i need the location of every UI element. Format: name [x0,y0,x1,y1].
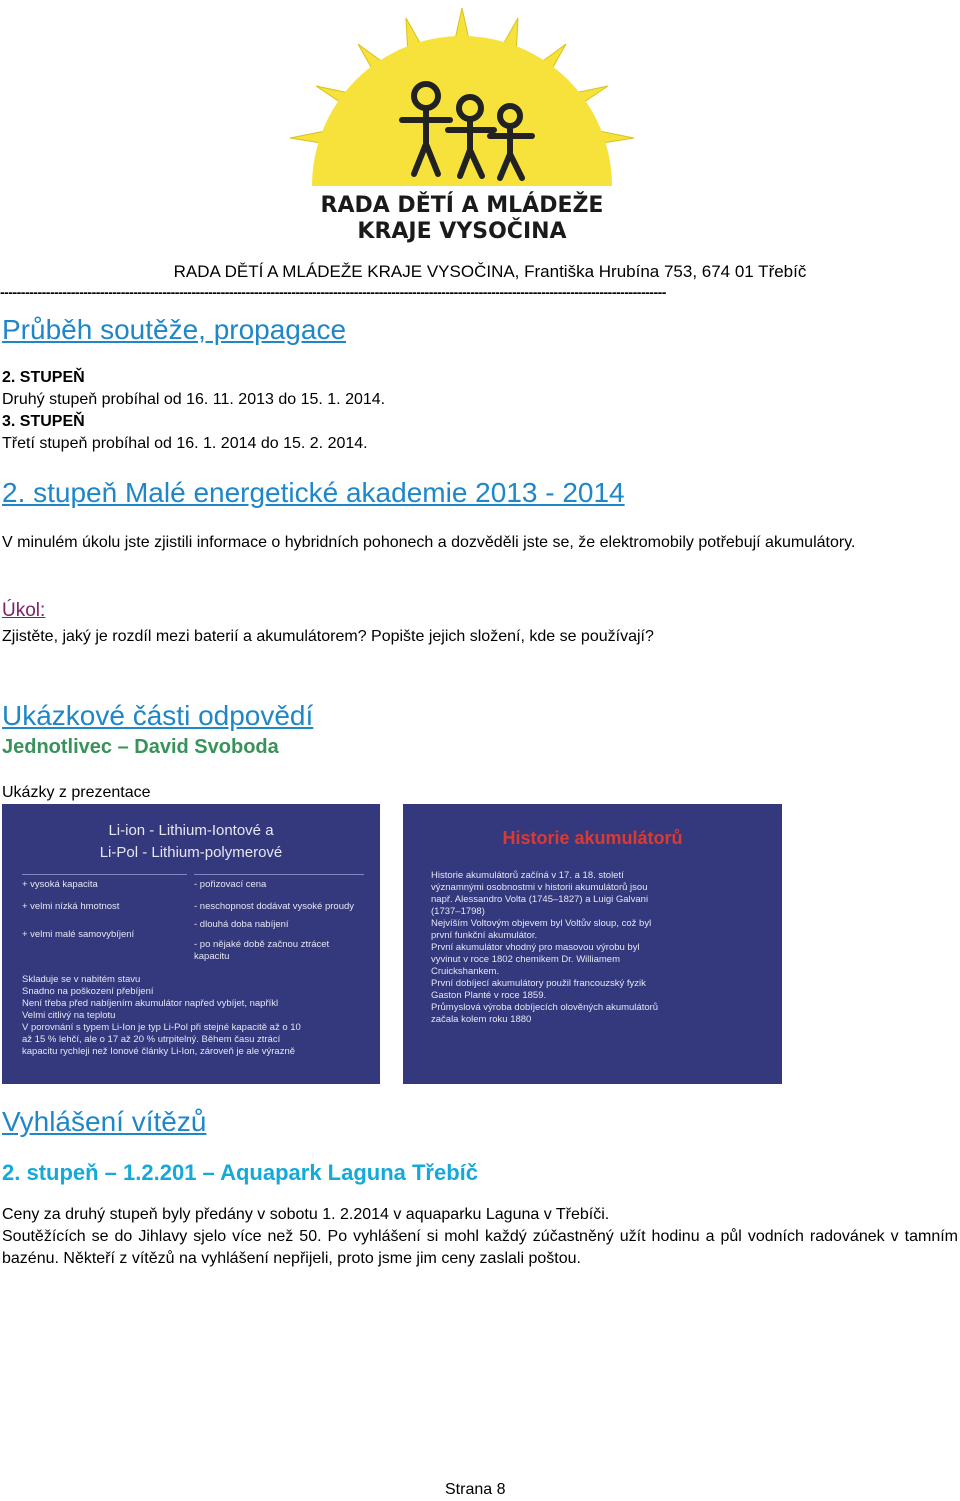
slide1-con-item: - neschopnost dodávat vysoké proudy [194,901,355,912]
slide1-con-item: - pořizovací cena [194,879,267,890]
page-number: Strana 8 [445,1481,506,1498]
presentation-slide-history [403,804,782,1084]
slide2-item: První dobíjecí akumulátory použil francouzský fyzik [431,978,646,989]
slide1-note-item: až 15 % lehčí, ale o 17 až 20 % utrpitelný. Během času ztrácí [22,1034,281,1045]
stage2-text: Druhý stupeň probíhal od 16. 11. 2013 do 15. 1. 2014. [2,391,386,408]
header-address: RADA DĚTÍ A MLÁDEŽE KRAJE VYSOČINA, Františka Hrubína 753, 674 01 Třebíč [173,262,807,281]
slide2-item: (1737–1798) [431,906,485,917]
slide1-cons-list [194,874,364,963]
task-label: Úkol: [2,600,46,621]
slide1-title-line1: Li-ion - Lithium-Iontové a [108,822,274,839]
organization-logo [276,4,648,256]
stage3-heading: 3. STUPEŇ [2,413,85,430]
slide1-note-item: V porovnání s typem Li-Ion je typ Li-Pol při stejné kapacitě až o 10 [22,1022,301,1033]
section-title-progress: Průběh soutěže, propagace [2,314,347,345]
winners-event-subtitle: 2. stupeň – 1.2.201 – Aquapark Laguna Třebíč [2,1160,479,1185]
slide2-item: vyvinut v roce 1802 chemikem Dr. Williamem [431,954,620,965]
logo-text-line1: RADA DĚTÍ A MLÁDEŽE [320,193,604,218]
slide2-item: začala kolem roku 1880 [431,1014,532,1025]
stage2-heading: 2. STUPEŇ [2,369,85,386]
winners-paragraph-1: Ceny za druhý stupeň byly předány v sobotu 1. 2.2014 v aquaparku Laguna v Třebíči. [2,1206,610,1223]
academy-intro: V minulém úkolu jste zjistili informace o hybridních pohonech a dozvěděli jste se, že elektromobily potřebují akumulátory. [2,534,856,551]
slide2-history-list [431,870,771,1026]
slide1-note-item: Skladuje se v nabitém stavu [22,974,141,985]
slide1-pro-item: + vysoká kapacita [22,879,98,890]
slide1-con-item: - dlouhá doba nabíjení [194,919,289,930]
slide2-item: Cruickshankem. [431,966,500,977]
header-separator: ---------------------------------------------------------------------------------------------------------------------------------------------------------------- [0,284,666,300]
slide1-title-line2: Li-Pol - Lithium-polymerové [99,844,283,861]
slide2-item: Průmyslová výroba dobíjecích olověných akumulátorů [431,1002,659,1013]
slide1-note-item: Velmi citlivý na teplotu [22,1010,116,1021]
slide2-item: významnými osobnostmi v historii akumulátorů jsou [431,882,648,893]
slide1-notes-list [22,974,372,1058]
sun-logo-icon [276,4,648,256]
slide2-item: Gaston Planté v roce 1859. [431,990,547,1001]
slide1-con-item: - po nějaké době začnou ztrácet kapacitu [194,939,330,962]
logo-text-line2: KRAJE VYSOČINA [357,219,567,244]
stage3-text: Třetí stupeň probíhal od 16. 1. 2014 do 15. 2. 2014. [2,435,368,452]
section-title-academy: 2. stupeň Malé energetické akademie 2013 - 2014 [2,477,625,508]
slide2-item: první funkční akumulátor. [431,930,538,941]
slide2-item: např. Alessandro Volta (1745–1827) a Luigi Galvani [431,894,649,905]
sample-answers-author: Jednotlivec – David Svoboda [2,736,279,758]
section-title-sample-answers: Ukázkové části odpovědí [2,700,314,731]
slide2-item: První akumulátor vhodný pro masovou výrobu byl [431,942,640,953]
slide1-pro-item: + velmi malé samovybíjení [22,929,135,940]
presentation-caption: Ukázky z prezentace [2,784,151,801]
slide1-note-item: kapacitu rychleji než Ionové články Li-Ion, zároveň je ale výrazně [22,1046,296,1057]
section-title-winners: Vyhlášení vítězů [2,1106,207,1137]
slide1-note-item: Není třeba před nabíjením akumulátor napřed vybíjet, napříkl [22,998,279,1009]
slide2-item: Historie akumulátorů začíná v 17. a 18. století [431,870,624,881]
winners-paragraph-2: Soutěžících se do Jihlavy sjelo více než 50. Po vyhlášení si mohl každý zúčastněný užít hodinu a půl vodních radovánek v tamním bazénu. Někteří z vítězů na vyhlášení nepřijeli, proto jsme jim ceny zaslali poštou. [2,1228,958,1267]
slide1-pro-item: + velmi nízká hmotnost [22,901,120,912]
slide1-note-item: Snadno na poškození přebíjení [22,986,154,997]
presentation-slide-liion [2,804,380,1084]
task-text: Zjistěte, jaký je rozdíl mezi baterií a akumulátorem? Popište jejich složení, kde se používají? [2,628,654,645]
slide2-item: Nejvíším Voltovým objevem byl Voltův sloup, což byl [431,918,652,929]
slide2-title: Historie akumulátorů [502,828,683,848]
